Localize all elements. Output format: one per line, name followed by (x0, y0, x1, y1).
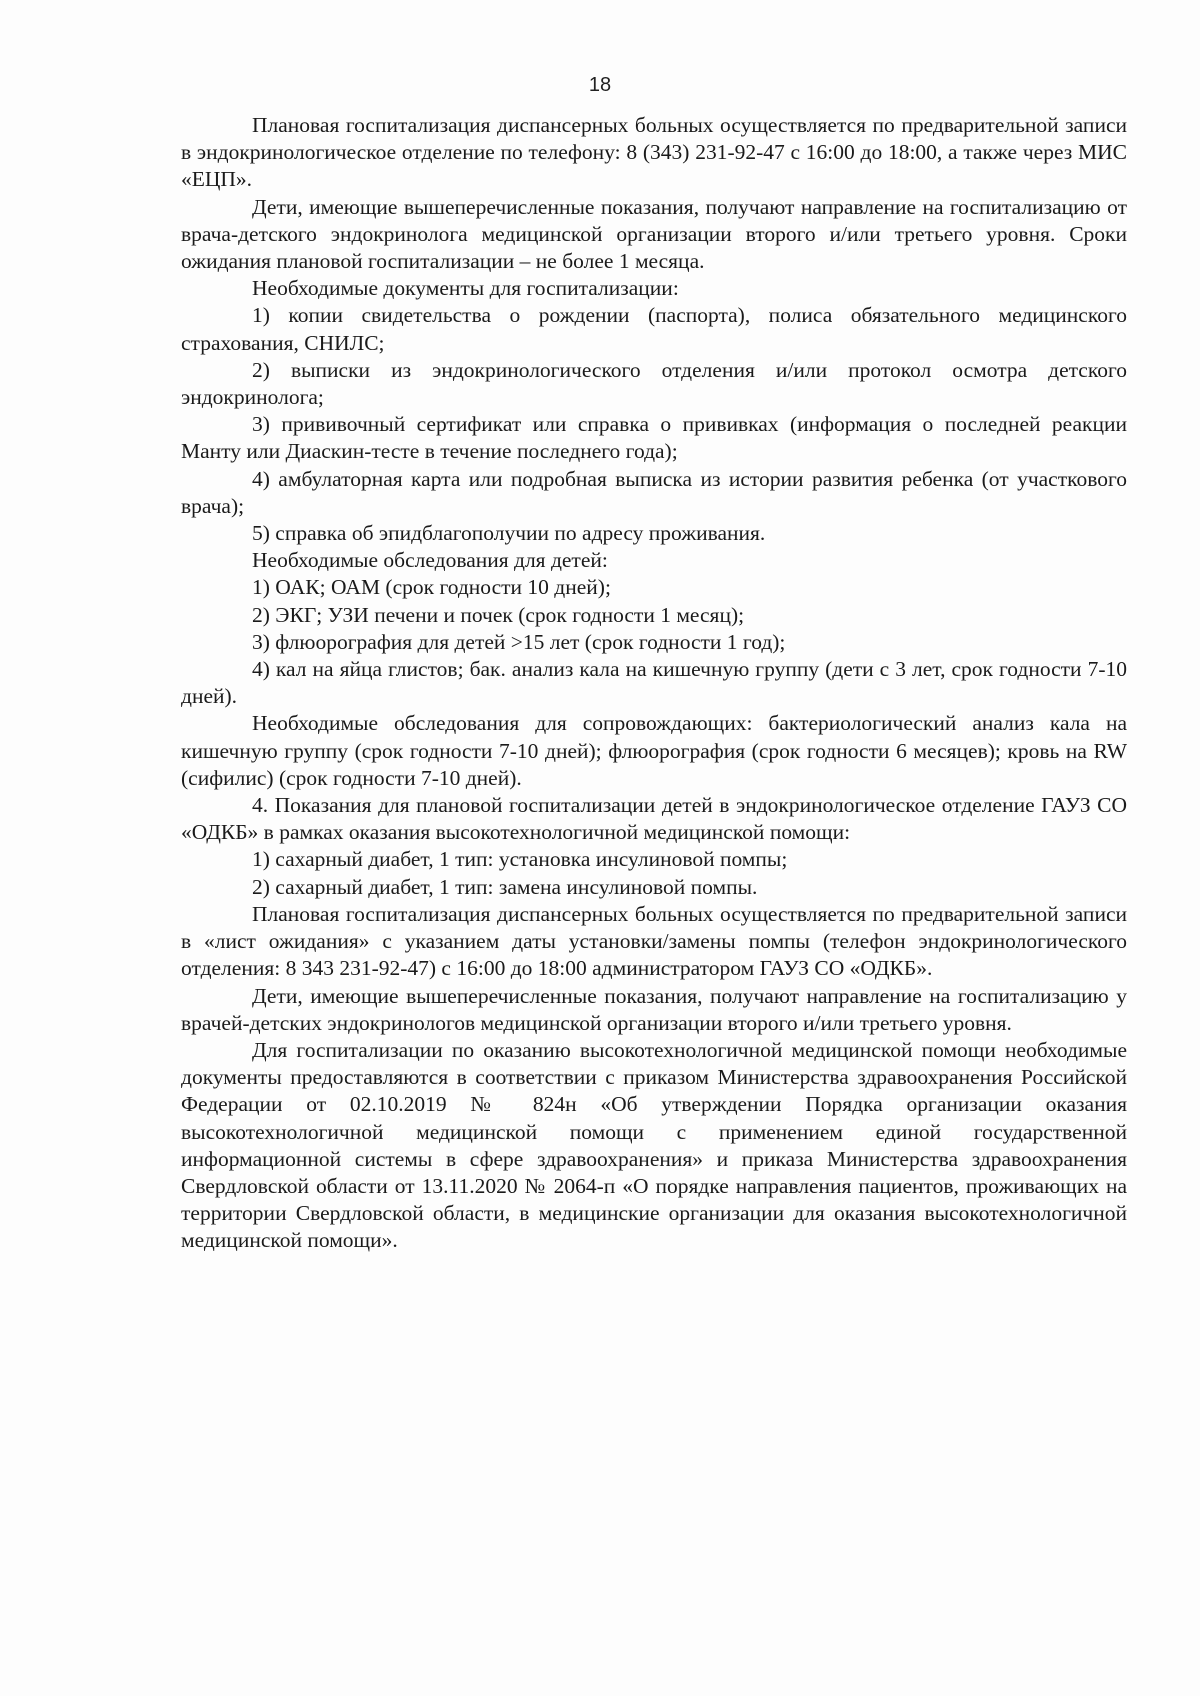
list-item-indication-2: 2) сахарный диабет, 1 тип: замена инсулиновой помпы. (252, 874, 758, 899)
paragraph-high-tech-documents: Для госпитализации по оказанию высокотехнологичной медицинской помощи необходимые документы предоставляются в соответствии с приказом Министерства здравоохранения Российской Федерации от 02.10.2019 № 824н «Об утверждении Порядка организации оказания высокотехнологичной медицинской помощи с применением единой государственной информационной системы в сфере здравоохранения» и приказа Министерства здравоохранения Свердловской области от 13.11.2020 № 2064-п «О порядке направления пациентов, проживающих на территории Свердловской области, в медицинские организации для оказания высокотехнологичной медицинской помощи». (181, 1037, 1127, 1253)
document-body (181, 112, 1127, 1255)
list-item-exam-1: 1) ОАК; ОАМ (срок годности 10 дней); (252, 575, 611, 600)
page-number: 18 (588, 74, 612, 96)
list-item-exam-3: 3) флюорография для детей >15 лет (срок годности 1 год); (252, 629, 786, 654)
paragraph-documents-heading: Необходимые документы для госпитализации: (252, 276, 679, 301)
paragraph-referral-second: Дети, имеющие вышеперечисленные показания, получают направление на госпитализацию у врачей-детских эндокринологов медицинской организации второго и/или третьего уровня. (181, 983, 1127, 1035)
list-item-indication-1: 1) сахарный диабет, 1 тип: установка инсулиновой помпы; (252, 847, 788, 872)
list-item-document-1: 1) копии свидетельства о рождении (паспорта), полиса обязательного медицинского страхования, СНИЛС; (181, 303, 1127, 355)
list-item-document-4: 4) амбулаторная карта или подробная выписка из истории развития ребенка (от участкового врача); (181, 466, 1127, 518)
list-item-exam-2: 2) ЭКГ; УЗИ печени и почек (срок годности 1 месяц); (252, 602, 745, 627)
paragraph-section-4-heading: 4. Показания для плановой госпитализации детей в эндокринологическое отделение ГАУЗ СО «ОДКБ» в рамках оказания высокотехнологичной медицинской помощи: (181, 793, 1127, 845)
list-item-exam-4: 4) кал на яйца глистов; бак. анализ кала на кишечную группу (дети с 3 лет, срок годности 7-10 дней). (181, 657, 1127, 709)
paragraph-waiting-list: Плановая госпитализация диспансерных больных осуществляется по предварительной записи в «лист ожидания» с указанием даты установки/замены помпы (телефон эндокринологического отделения: 8 343 231-92-47) с 16:00 до 18:00 администратором ГАУЗ СО «ОДКБ». (181, 901, 1127, 981)
list-item-document-5: 5) справка об эпидблагополучии по адресу проживания. (252, 521, 766, 546)
list-item-document-2: 2) выписки из эндокринологического отделения и/или протокол осмотра детского эндокринолога; (181, 357, 1127, 410)
paragraph-companion-exams: Необходимые обследования для сопровождающих: бактериологический анализ кала на кишечную группу (срок годности 7-10 дней); флюорография (срок годности 6 месяцев); кровь на RW (сифилис) (срок годности 7-10 дней). (181, 711, 1127, 790)
paragraph-referral: Дети, имеющие вышеперечисленные показания, получают направление на госпитализацию от врача-детского эндокринолога медицинской организации второго и/или третьего уровня. Сроки ожидания плановой госпитализации – не более 1 месяца. (181, 194, 1127, 274)
paragraph-exams-heading: Необходимые обследования для детей: (252, 548, 608, 573)
paragraph-planned-hospitalization: Плановая госпитализация диспансерных больных осуществляется по предварительной записи в эндокринологическое отделение по телефону: 8 (343) 231-92-47 с 16:00 до 18:00, а также через МИС «ЕЦП». (181, 113, 1127, 192)
list-item-document-3: 3) прививочный сертификат или справка о прививках (информация о последней реакции Манту или Диаскин-тесте в течение последнего года); (181, 412, 1127, 464)
